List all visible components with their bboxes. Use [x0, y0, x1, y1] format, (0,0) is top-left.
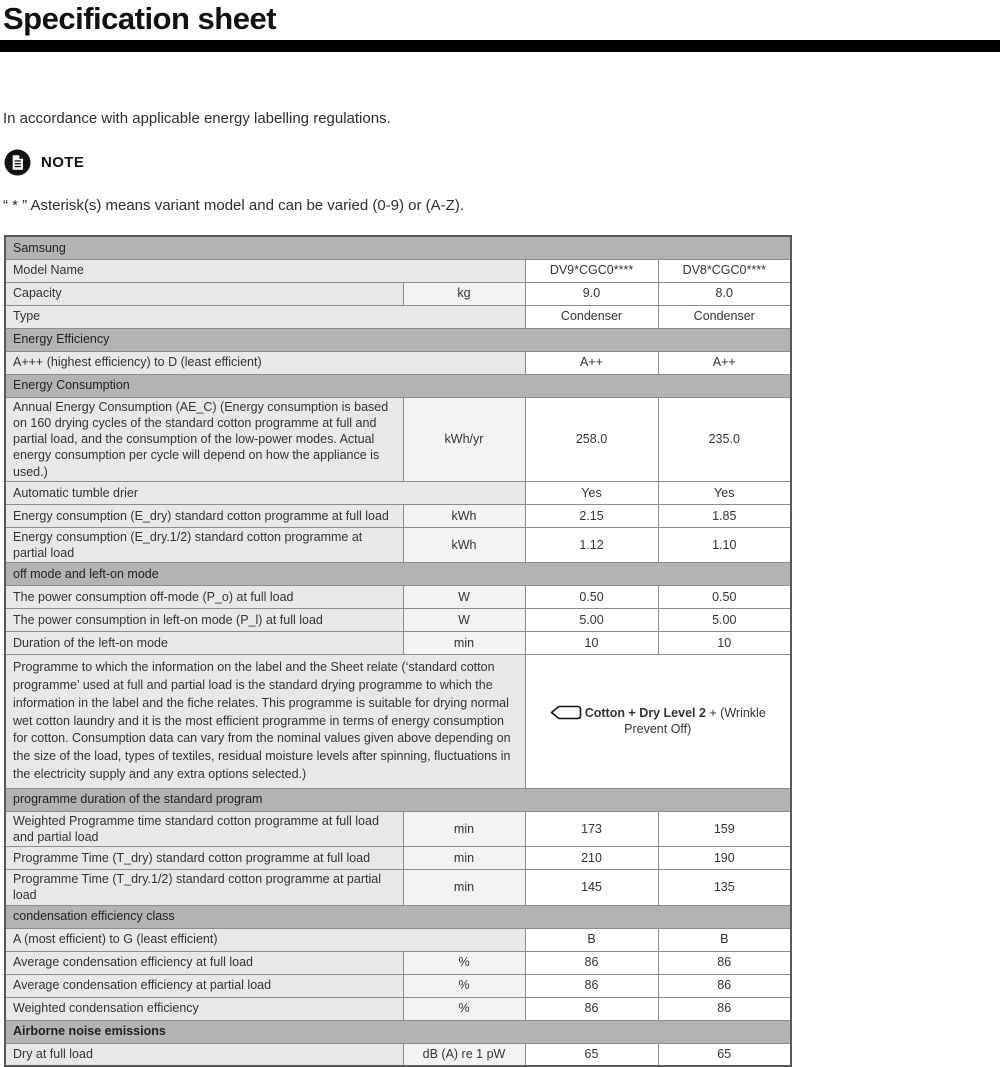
programme-value-suffix: + (Wrinkle Prevent Off): [624, 706, 766, 737]
note-icon: [4, 149, 31, 176]
row-value-model-1: 86: [525, 974, 658, 997]
row-value-model-1: A++: [525, 351, 658, 374]
row-unit: %: [403, 951, 525, 974]
row-label: The power consumption off-mode (P_o) at full load: [5, 586, 403, 609]
table-row: [5, 928, 791, 951]
row-value-model-1: 0.50: [525, 586, 658, 609]
row-label: Weighted Programme time standard cotton programme at full load and partial load: [5, 811, 403, 847]
table-row: [5, 1043, 791, 1066]
row-label: Model Name: [5, 259, 525, 282]
table-row: [5, 305, 791, 328]
title-divider-bar: [0, 40, 1000, 52]
row-value-model-1: 10: [525, 632, 658, 655]
row-value-model-1: 145: [525, 870, 658, 906]
row-unit: kg: [403, 282, 525, 305]
row-value-model-1: 86: [525, 997, 658, 1020]
programme-row: [5, 655, 791, 788]
section-row: [5, 563, 791, 586]
table-row: [5, 481, 791, 504]
row-unit: min: [403, 811, 525, 847]
row-value-model-2: 1.10: [658, 527, 791, 563]
page-title: Specification sheet: [3, 1, 277, 36]
table-row: [5, 586, 791, 609]
row-value-model-1: 210: [525, 847, 658, 870]
row-value-model-1: 86: [525, 951, 658, 974]
spec-table-body: [5, 236, 791, 1066]
row-value-model-1: 1.12: [525, 527, 658, 563]
section-header-label: Energy Efficiency: [5, 328, 791, 351]
row-value-model-1: B: [525, 928, 658, 951]
programme-value-bold: Cotton + Dry Level 2: [584, 706, 706, 721]
row-value-model-1: 5.00: [525, 609, 658, 632]
section-header-label: programme duration of the standard program: [5, 788, 791, 811]
row-value-model-1: 9.0: [525, 282, 658, 305]
row-value-model-2: A++: [658, 351, 791, 374]
row-value-model-1: DV9*CGC0****: [525, 259, 658, 282]
row-unit: min: [403, 870, 525, 906]
table-row: [5, 609, 791, 632]
section-row: [5, 328, 791, 351]
row-value-model-2: 190: [658, 847, 791, 870]
row-value-model-2: 65: [658, 1043, 791, 1066]
row-value-model-2: 10: [658, 632, 791, 655]
row-label: Energy consumption (E_dry.1/2) standard cotton programme at partial load: [5, 527, 403, 563]
table-row: [5, 847, 791, 870]
section-header-label: Airborne noise emissions: [5, 1020, 791, 1043]
row-label: Energy consumption (E_dry) standard cotton programme at full load: [5, 504, 403, 527]
row-label: Weighted condensation efficiency: [5, 997, 403, 1020]
row-unit: %: [403, 974, 525, 997]
row-value-model-2: 0.50: [658, 586, 791, 609]
row-value-model-2: 5.00: [658, 609, 791, 632]
row-unit: W: [403, 609, 525, 632]
row-label: Programme Time (T_dry.1/2) standard cotton programme at partial load: [5, 870, 403, 906]
section-header-label: Samsung: [5, 236, 791, 259]
section-row: [5, 374, 791, 397]
row-label: Automatic tumble drier: [5, 481, 525, 504]
section-row: [5, 788, 791, 811]
cotton-programme-icon: [550, 705, 582, 720]
row-unit: dB (A) re 1 pW: [403, 1043, 525, 1066]
row-value-model-2: 86: [658, 974, 791, 997]
row-label: The power consumption in left-on mode (P_l) at full load: [5, 609, 403, 632]
table-row: [5, 397, 791, 481]
row-unit: kWh/yr: [403, 397, 525, 481]
section-header-label: Energy Consumption: [5, 374, 791, 397]
section-header-label: condensation efficiency class: [5, 905, 791, 928]
row-unit: min: [403, 632, 525, 655]
table-row: [5, 527, 791, 563]
section-header-label: off mode and left-on mode: [5, 563, 791, 586]
row-value-model-2: 135: [658, 870, 791, 906]
row-value-model-2: B: [658, 928, 791, 951]
section-row: [5, 905, 791, 928]
table-row: [5, 811, 791, 847]
row-unit: min: [403, 847, 525, 870]
note-row: [4, 149, 1000, 176]
table-row: [5, 282, 791, 305]
row-value-model-2: 235.0: [658, 397, 791, 481]
table-row: [5, 504, 791, 527]
row-unit: W: [403, 586, 525, 609]
row-label: Average condensation efficiency at partial load: [5, 974, 403, 997]
table-row: [5, 997, 791, 1020]
row-value-model-1: 173: [525, 811, 658, 847]
row-value-model-2: Yes: [658, 481, 791, 504]
asterisk-note: “ * ” Asterisk(s) means variant model and can be varied (0-9) or (A-Z).: [3, 197, 464, 214]
row-value-model-2: 1.85: [658, 504, 791, 527]
row-value-model-2: 86: [658, 997, 791, 1020]
row-label: Annual Energy Consumption (AE_C) (Energy consumption is based on 160 drying cycles of the standard cotton programme at full and partial load, and the consumption of the low-power modes. Actual energy consumption per cycle will depend on how the appliance is used.): [5, 397, 403, 481]
table-row: [5, 870, 791, 906]
row-value-model-2: 8.0: [658, 282, 791, 305]
row-unit: kWh: [403, 504, 525, 527]
table-row: [5, 974, 791, 997]
row-value-model-2: DV8*CGC0****: [658, 259, 791, 282]
table-row: [5, 632, 791, 655]
row-unit: %: [403, 997, 525, 1020]
row-value-model-1: Condenser: [525, 305, 658, 328]
section-row: [5, 1020, 791, 1043]
row-label: Dry at full load: [5, 1043, 403, 1066]
programme-description-label: Programme to which the information on the label and the Sheet relate (‘standard cotton programme’ used at full and partial load is the standard drying programme to which the information in the label and the fiche relates. This programme is suitable for drying normal wet cotton laundry and it is the most efficient programme in terms of energy consumption for cotton. Consumption data can vary from the nominal values given above depending on the size of the load, types of textiles, residual moisture levels after spinning, fluctuations in the electricity supply and any extra options selected.): [5, 655, 525, 788]
table-row: [5, 259, 791, 282]
row-unit: kWh: [403, 527, 525, 563]
row-label: Programme Time (T_dry) standard cotton programme at full load: [5, 847, 403, 870]
row-label: Type: [5, 305, 525, 328]
row-value-model-1: 2.15: [525, 504, 658, 527]
row-label: A (most efficient) to G (least efficient): [5, 928, 525, 951]
row-value-model-1: 258.0: [525, 397, 658, 481]
table-row: [5, 951, 791, 974]
row-value-model-1: 65: [525, 1043, 658, 1066]
table-row: [5, 351, 791, 374]
row-label: Average condensation efficiency at full load: [5, 951, 403, 974]
row-label: Capacity: [5, 282, 403, 305]
row-value-model-1: Yes: [525, 481, 658, 504]
row-value-model-2: Condenser: [658, 305, 791, 328]
note-label: NOTE: [41, 154, 85, 171]
specification-table: [4, 235, 792, 1067]
row-value-model-2: 159: [658, 811, 791, 847]
section-row: [5, 236, 791, 259]
intro-text: In accordance with applicable energy labelling regulations.: [3, 110, 391, 127]
row-value-model-2: 86: [658, 951, 791, 974]
row-label: Duration of the left-on mode: [5, 632, 403, 655]
programme-value-cell: [525, 655, 791, 788]
row-label: A+++ (highest efficiency) to D (least efficient): [5, 351, 525, 374]
